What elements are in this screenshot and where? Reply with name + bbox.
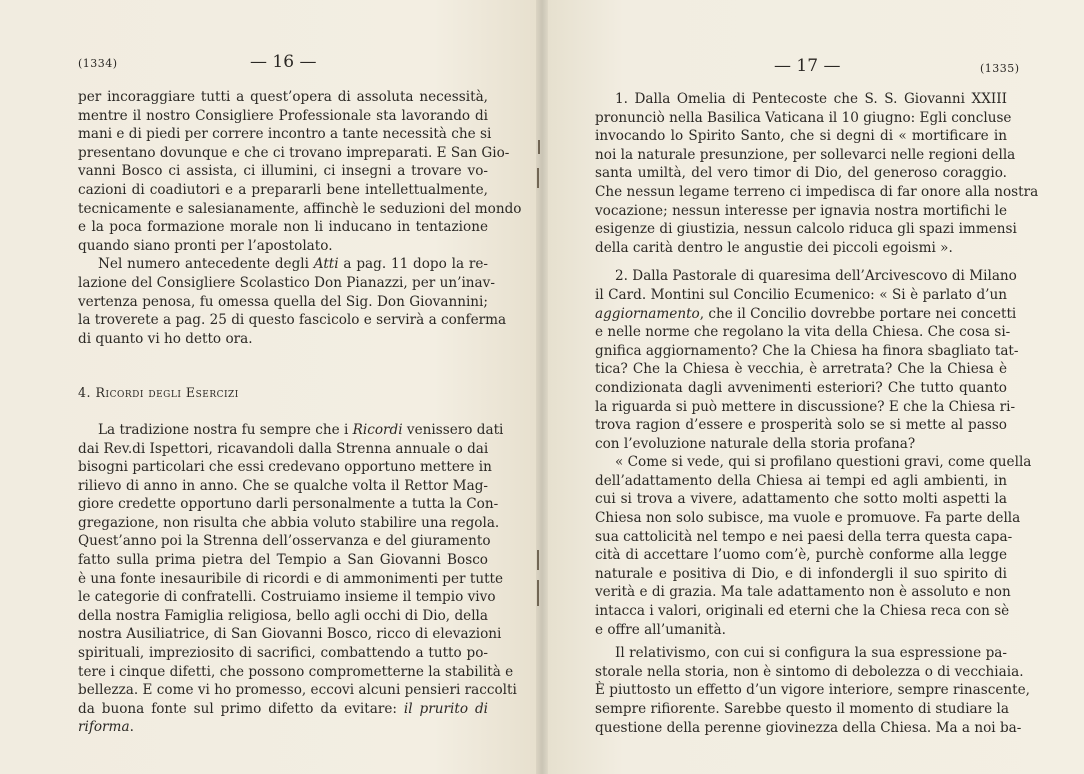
right-paragraph-1: 1. Dalla Omelia di Pentecoste che S. S. Giovanni XXIII pronunciò nella Basilica Vaticana il 10 giugno: Egli concluse invocando lo Spirito Santo, che si degni di « mortificare in noi la naturale presunzione, per sollevarci nelle regioni della santa umiltà, del vero timor di Dio, del generoso coraggio. Che nessun legame terreno ci impedisca di far onore alla nostra vocazione; nessun interesse per ignavia nostra mortifichi le esigenze di giustizia, nessun calcolo riduca gli spazi immensi della carità dentro le angustie dei piccoli egoismi ». <box>595 91 1039 256</box>
right-page <box>542 0 1084 774</box>
left-paragraph-1: per incoraggiare tutti a quest’opera di assoluta necessità, mentre il nostro Consigliere Professionale sta lavorando di mani e di piedi per correre incontro a tante necessità che si presentano dovunque e che ci trovano impreparati. E San Gio- vanni Bosco ci assista, ci illumini, ci insegni a trovare vo- cazioni di coadiutori e a prepararli bene intellettualmente, tecnicamente e salesianamente, affinchè le seduzioni del mondo e la poca formazione morale non li inducano in tentazione quando siano pronti per l’apostolato. <box>78 89 522 254</box>
section-heading: 4. Ricordi degli Esercizi <box>78 385 239 401</box>
right-paragraph-4: Il relativismo, con cui si configura la sua espressione pa- storale nella storia, non è sintomo di debolezza o di vecchiaia. È piuttosto un effetto d’un vigore interiore, sempre rinascente, sempre rifiorente. Sarebbe questo il momento di studiare la questione della perenne giovinezza della Chiesa. Ma a noi ba- <box>595 645 1030 736</box>
right-body-text <box>595 90 1039 737</box>
left-paragraph-3: La tradizione nostra fu sempre che i Ricordi venissero dati dai Rev.di Ispettori, ricavandoli dalla Strenna annuale o dai bisogni particolari che essi credevano opportuno mettere in rilievo di anno in anno. Che se qualche volta il Rettor Mag- giore credette opportuno darli personalmente a tutta la Con- gregazione, non risulta che abbia voluto stabilire una regola. Quest’anno poi la Strenna dell’osservanza e del giuramento fatto sulla prima pietra del Tempio a San Giovanni Bosco è una fonte inesauribile di ricordi e di ammonimenti per tutte le categorie di confratelli. Costruiamo insieme il tempio vivo della nostra Famiglia religiosa, bello agli occhi di Dio, della nostra Ausiliatrice, di San Giovanni Bosco, ricco di elevazioni spirituali, impreziosito di sacrifici, combattendo a tutto po- tere i cinque difetti, che possono comprometterne la stabilità e bellezza. E come vi ho promesso, eccovi alcuni pensieri raccolti da buona fonte sul primo difetto da evitare: il prurito di riforma. <box>78 421 517 736</box>
left-header-number: (1334) <box>78 57 118 70</box>
left-page-number: — 16 — <box>250 52 317 72</box>
right-paragraph-3: « Come si vede, qui si profilano questioni gravi, come quella dell’adattamento della Chiesa ai tempi ed agli ambienti, in cui si trova a vivere, adattamento che sotto molti aspetti la Chiesa non solo subisce, ma vuole e promuove. Fa parte della sua cattolicità nel tempo e nei paesi della terra questa capa- cità di accettare l’uomo com’è, purchè conforme alla legge naturale e positiva di Dio, e di infondergli il suo spirito di verità e di grazia. Ma tale adattamento non è assoluto e non intacca i valori, originali ed eterni che la Chiesa reca con sè e offre all’umanità. <box>595 454 1032 638</box>
left-body-text <box>78 88 522 737</box>
right-page-number: — 17 — <box>774 56 841 76</box>
book-gutter <box>536 0 548 774</box>
right-header-number: (1335) <box>980 62 1020 75</box>
right-paragraph-2: 2. Dalla Pastorale di quaresima dell’Arcivescovo di Milano il Card. Montini sul Concilio Ecumenico: « Si è parlato d’un aggiornamento, che il Concilio dovrebbe portare nei concetti e nelle norme che regolano la vita della Chiesa. Che cosa si- gnifica aggiornamento? Che la Chiesa ha finora sbagliato tat- tica? Che la Chiesa è vecchia, è arretrata? Che la Chiesa è condizionata dagli avvenimenti esteriori? Che tutto quanto la riguarda si può mettere in discussione? E che la Chiesa ri- trova ragion d’essere e prosperità solo se si mette al passo con l’evoluzione naturale della storia profana? <box>595 268 1019 452</box>
left-paragraph-2: Nel numero antecedente degli Atti a pag. 11 dopo la re- lazione del Consigliere Scolastico Don Pianazzi, per un’inav- vertenza penosa, fu omessa quella del Sig. Don Giovannini; la troverete a pag. 25 di questo fascicolo e servirà a conferma di quanto vi ho detto ora. <box>78 256 507 347</box>
